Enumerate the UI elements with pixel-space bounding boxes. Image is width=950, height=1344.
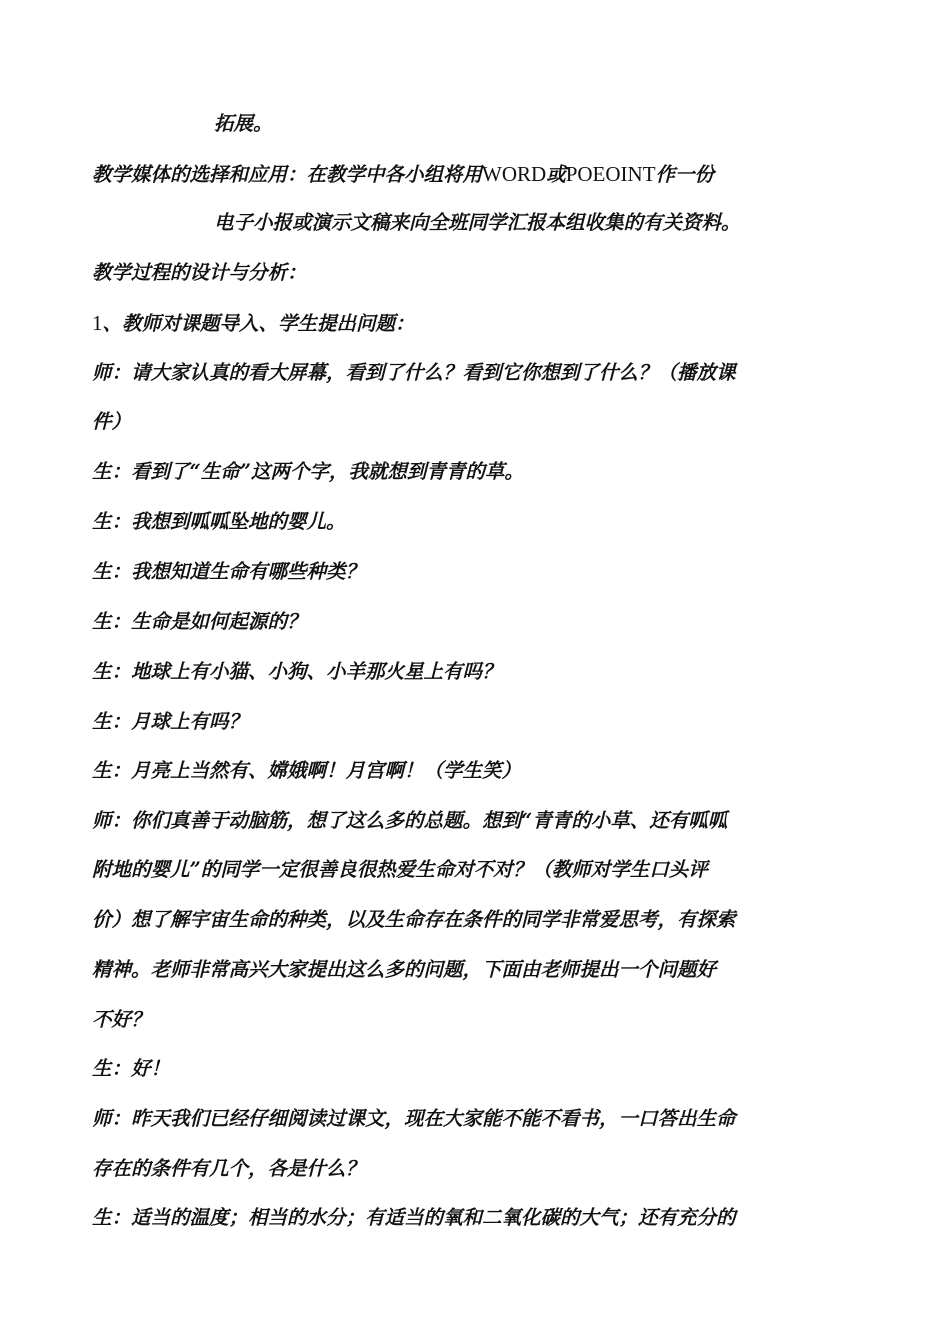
dialogue-line: 精神。老师非常高兴大家提出这么多的问题，下面由老师提出一个问题好 [92,958,717,981]
dialogue-line: 生：地球上有小猫、小狗、小羊那火星上有吗？ [92,660,502,683]
dialogue-line: 价）想了解宇宙生命的种类，以及生命存在条件的同学非常爱思考，有探索 [92,908,736,931]
dialogue-line: 附地的婴儿”的同学一定很善良很热爱生命对不对？（教师对学生口头评 [92,858,708,881]
dialogue-line: 师：请大家认真的看大屏幕，看到了什么？看到它你想到了什么？（播放课 [92,361,736,384]
dialogue-line: 生：我想知道生命有哪些种类？ [92,560,366,583]
text-line: 拓展。 [214,112,273,135]
text-line: 电子小报或演示文稿来向全班同学汇报本组收集的有关资料。 [214,211,741,234]
dialogue-line: 不好？ [92,1008,151,1031]
dialogue-line: 件） [92,410,132,433]
numbered-heading: 1、教师对课题导入、学生提出问题： [92,311,415,335]
dialogue-line: 师：你们真善于动脑筋，想了这么多的总题。想到“青青的小草、还有呱呱 [92,809,728,832]
dialogue-line: 生：月球上有吗？ [92,710,249,733]
dialogue-line: 生：生命是如何起源的？ [92,610,307,633]
dialogue-line: 生：好！ [92,1057,171,1080]
dialogue-line: 生：看到了“生命”这两个字，我就想到青青的草。 [92,460,524,483]
dialogue-line: 师：昨天我们已经仔细阅读过课文，现在大家能不能不看书，一口答出生命 [92,1107,736,1130]
text-line: 教学媒体的选择和应用：在教学中各小组将用WORD或POEOINT作一份 [92,162,715,186]
dialogue-line: 生：月亮上当然有、嫦娥啊！月宫啊！（学生笑） [92,759,522,782]
section-heading: 教学过程的设计与分析： [92,261,307,284]
dialogue-line: 生：适当的温度；相当的水分；有适当的氧和二氧化碳的大气；还有充分的 [92,1206,736,1229]
dialogue-line: 存在的条件有几个，各是什么？ [92,1157,366,1180]
dialogue-line: 生：我想到呱呱坠地的婴儿。 [92,510,346,533]
